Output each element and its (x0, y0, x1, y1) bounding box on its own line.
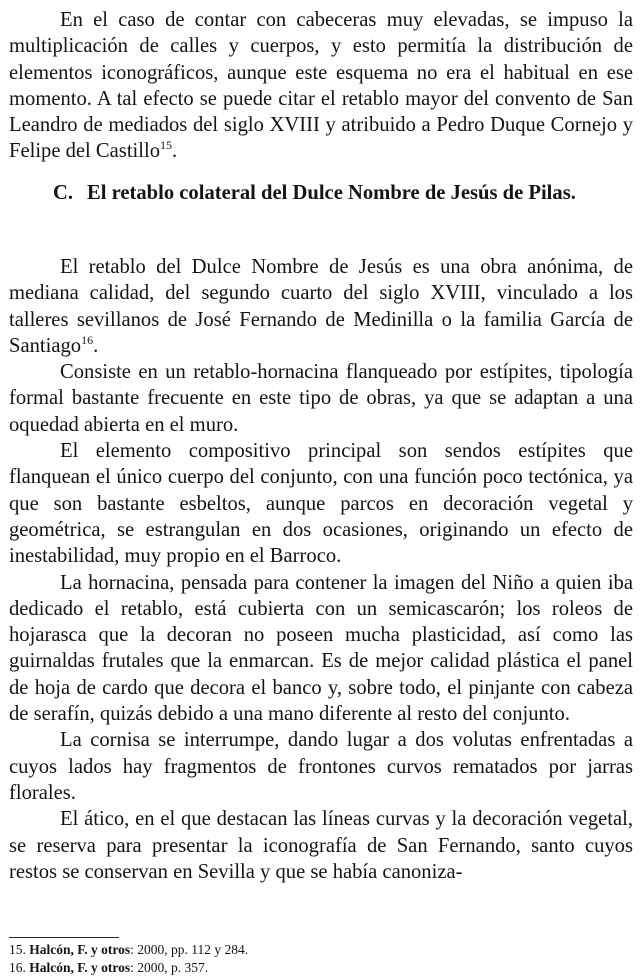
paragraph-intro-end: . (172, 140, 178, 163)
paragraph-5: La cornisa se interrumpe, dando lugar a dos volutas enfrentadas a cuyos lados hay fragmentos de frontones curvos rematados por jarras florales. (9, 729, 633, 804)
section-letter: C. (53, 182, 74, 204)
footnote-16 (9, 959, 629, 977)
paragraph-intro (9, 7, 633, 165)
footnote-number: 16. (9, 959, 26, 975)
footnote-citation: : 2000, pp. 112 y 284. (130, 942, 249, 957)
paragraph-1-end: . (93, 334, 99, 357)
footnote-divider (9, 937, 119, 938)
paragraph-1 (9, 254, 633, 359)
paragraph-intro-block (9, 7, 633, 165)
footnotes (9, 941, 629, 976)
paragraph-2: Consiste en un retablo-hornacina flanqueado por estípites, tipología formal bastante frecuente en este tipo de obras, ya que se adaptan a una oquedad abierta en el muro. (9, 361, 633, 436)
section-heading (9, 180, 633, 207)
footnote-ref-15: 15 (160, 138, 173, 153)
footnote-citation: : 2000, p. 357. (130, 959, 209, 975)
paragraph-1-text: El retablo del Dulce Nombre de Jesús es una obra anónima, de mediana calidad, del segundo cuarto del siglo XVIII, vinculado a los talleres sevillanos de José Fernando de Medinilla o la familia García de Santiago (9, 256, 633, 357)
footnote-author: Halcón, F. y otros (29, 942, 131, 957)
footnote-number: 15. (9, 942, 26, 957)
section-title: El retablo colateral del Dulce Nombre de Jesús de Pilas. (87, 182, 576, 204)
paragraph-4: La hornacina, pensada para contener la imagen del Niño a quien iba dedicado el retablo, está cubierta con un semicascarón; los roleos de hojarasca que la decoran no poseen mucha plasticidad, así como las guirnaldas frutales que la enmarcan. Es de mejor calidad plástica el panel de hoja de cardo que decora el banco y, sobre todo, el pinjante con cabeza de serafín, quizás debido a una mano diferente al resto del conjunto. (9, 571, 633, 726)
paragraph-3: El elemento compositivo principal son sendos estípites que flanquean el único cuerpo del conjunto, con una función poco tectónica, ya que son bastante esbeltos, aunque parcos en decoración vegetal y geométrica, se estrangulan en dos ocasiones, originando un efecto de inestabilidad, muy propio en el Barroco. (9, 440, 633, 568)
paragraph-intro-text: En el caso de contar con cabeceras muy elevadas, se impuso la multiplicación de calles y cuerpos, y esto permitía la distribución de elementos iconográficos, aunque este esquema no era el habitual en ese momento. A tal efecto se puede citar el retablo mayor del convento de San Leandro de mediados del siglo XVIII y atribuido a Pedro Duque Cornejo y Felipe del Castillo (9, 9, 633, 163)
section-body (9, 254, 633, 885)
footnote-15 (9, 941, 629, 959)
footnote-author: Halcón, F. y otros (29, 959, 131, 975)
footnote-ref-16: 16 (81, 332, 94, 347)
paragraph-6: El ático, en el que destacan las líneas curvas y la decoración vegetal, se reserva para presentar la iconografía de San Fernando, santo cuyos restos se conservan en Sevilla y que se había canoniza- (9, 808, 633, 883)
